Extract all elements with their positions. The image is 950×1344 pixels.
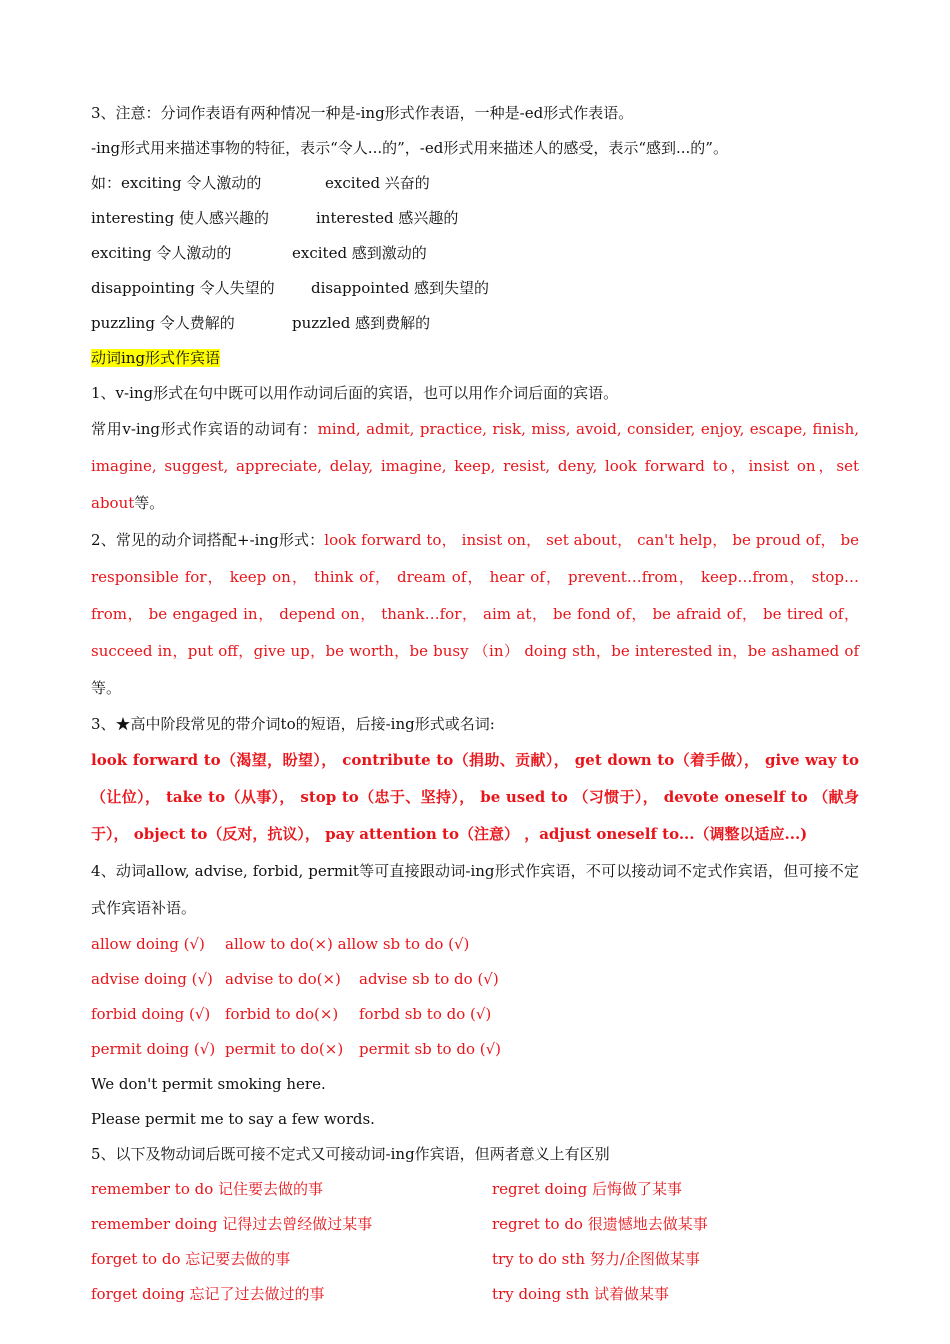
example-sentence-1: We don't permit smoking here. (91, 1075, 326, 1093)
pair-right: excited 兴奋的 (325, 174, 430, 192)
example-row (91, 1032, 859, 1067)
pair-left: puzzling 令人费解的 (91, 314, 235, 332)
collocation-suffix: 等。 (91, 679, 122, 697)
compare-right: try to do sth 努力/企图做某事 (492, 1250, 700, 1268)
example-row (91, 962, 859, 997)
note-line-2: -ing形式用来描述事物的特征，表示“令人...的”，-ed形式用来描述人的感受，表示“感到...的”。 (91, 139, 728, 157)
example-a: advise doing (√) (91, 970, 213, 988)
verb-list-paragraph (91, 411, 859, 522)
rule-5: 5、以下及物动词后既可接不定式又可接动词-ing作宾语，但两者意义上有区别 (91, 1145, 610, 1163)
example-c: advise sb to do (√) (359, 970, 499, 988)
example-c: permit sb to do (√) (359, 1040, 502, 1058)
pair-row (91, 306, 859, 341)
pair-right: disappointed 感到失望的 (311, 279, 490, 297)
example-b: permit to do(×) (225, 1040, 344, 1058)
example-b: forbid to do(×) (225, 1005, 339, 1023)
example-sentence-2: Please permit me to say a few words. (91, 1110, 375, 1128)
collocation-prefix: 2、常见的动介词搭配+-ing形式： (91, 531, 325, 549)
pair-row (91, 236, 859, 271)
example-row (91, 927, 859, 962)
compare-left: forget doing 忘记了过去做过的事 (91, 1285, 325, 1303)
compare-left: remember to do 记住要去做的事 (91, 1180, 324, 1198)
note-line-1: 3、注意：分词作表语有两种情况一种是-ing形式作表语，一种是-ed形式作表语。 (91, 104, 634, 122)
example-a: allow doing (√) (91, 935, 205, 953)
example-a: forbid doing (√) (91, 1005, 211, 1023)
rule-3: 3、★高中阶段常见的带介词to的短语，后接-ing形式或名词: (91, 715, 495, 733)
document-page (91, 96, 859, 1312)
example-a: permit doing (√) (91, 1040, 216, 1058)
compare-row (91, 1242, 859, 1277)
example-b: allow to do(×) allow sb to do (√) (225, 935, 470, 953)
pair-left: disappointing 令人失望的 (91, 279, 275, 297)
example-row (91, 997, 859, 1032)
compare-row (91, 1172, 859, 1207)
pair-row (91, 201, 859, 236)
verb-list-prefix: 常用v-ing形式作宾语的动词有： (91, 420, 318, 438)
compare-left: forget to do 忘记要去做的事 (91, 1250, 291, 1268)
pair-right: interested 感兴趣的 (316, 209, 459, 227)
rule-1: 1、v-ing形式在句中既可以用作动词后面的宾语，也可以用作介词后面的宾语。 (91, 384, 619, 402)
verb-list: mind, admit, practice, risk, miss, avoid, consider, enjoy, escape, finish, imagine, suggest, appreciate, delay, imagine, keep, resist, deny, look forward to，insist on，set about (91, 420, 860, 512)
pair-row (91, 271, 859, 306)
compare-right: try doing sth 试着做某事 (492, 1285, 670, 1303)
compare-row (91, 1277, 859, 1312)
pair-left: exciting 令人激动的 (91, 244, 232, 262)
collocation-paragraph (91, 522, 859, 707)
pair-right: puzzled 感到费解的 (292, 314, 431, 332)
compare-right: regret doing 后悔做了某事 (492, 1180, 682, 1198)
section-heading (91, 341, 859, 376)
pair-left: 如：exciting 令人激动的 (91, 174, 262, 192)
verb-list-suffix: 等。 (134, 494, 165, 512)
compare-left: remember doing 记得过去曾经做过某事 (91, 1215, 373, 1233)
example-c: forbd sb to do (√) (359, 1005, 492, 1023)
pair-row (91, 166, 859, 201)
heading-highlight: 动词ing形式作宾语 (91, 349, 221, 367)
example-b: advise to do(×) (225, 970, 341, 988)
rule-4: 4、动词allow, advise, forbid, permit等可直接跟动词-ing形式作宾语，不可以接动词不定式作宾语，但可接不定式作宾语补语。 (91, 862, 859, 917)
to-phrase-list: look forward to（渴望，盼望）， contribute to（捐助、贡献）， get down to（着手做）， give way to（让位）， take to（从事）， stop to（忠于、坚持）， be used to （习惯于）， devote oneself to （献身于）， object to（反对，抗议）， pay attention to（注意） ，adjust oneself to...（调整以适应...) (91, 751, 859, 843)
compare-right: regret to do 很遗憾地去做某事 (492, 1215, 708, 1233)
collocation-list: look forward to， insist on， set about， can't help， be proud of， be responsible for， keep on， think of， dream of， hear of， prevent…from， keep…from， stop…from， be engaged in， depend on， thank…for， aim at， be fond of， be afraid of， be tired of， succeed in，put off，give up，be worth，be busy （in） doing sth，be interested in，be ashamed of (91, 531, 859, 660)
pair-right: excited 感到激动的 (292, 244, 427, 262)
pair-left: interesting 使人感兴趣的 (91, 209, 269, 227)
compare-row (91, 1207, 859, 1242)
